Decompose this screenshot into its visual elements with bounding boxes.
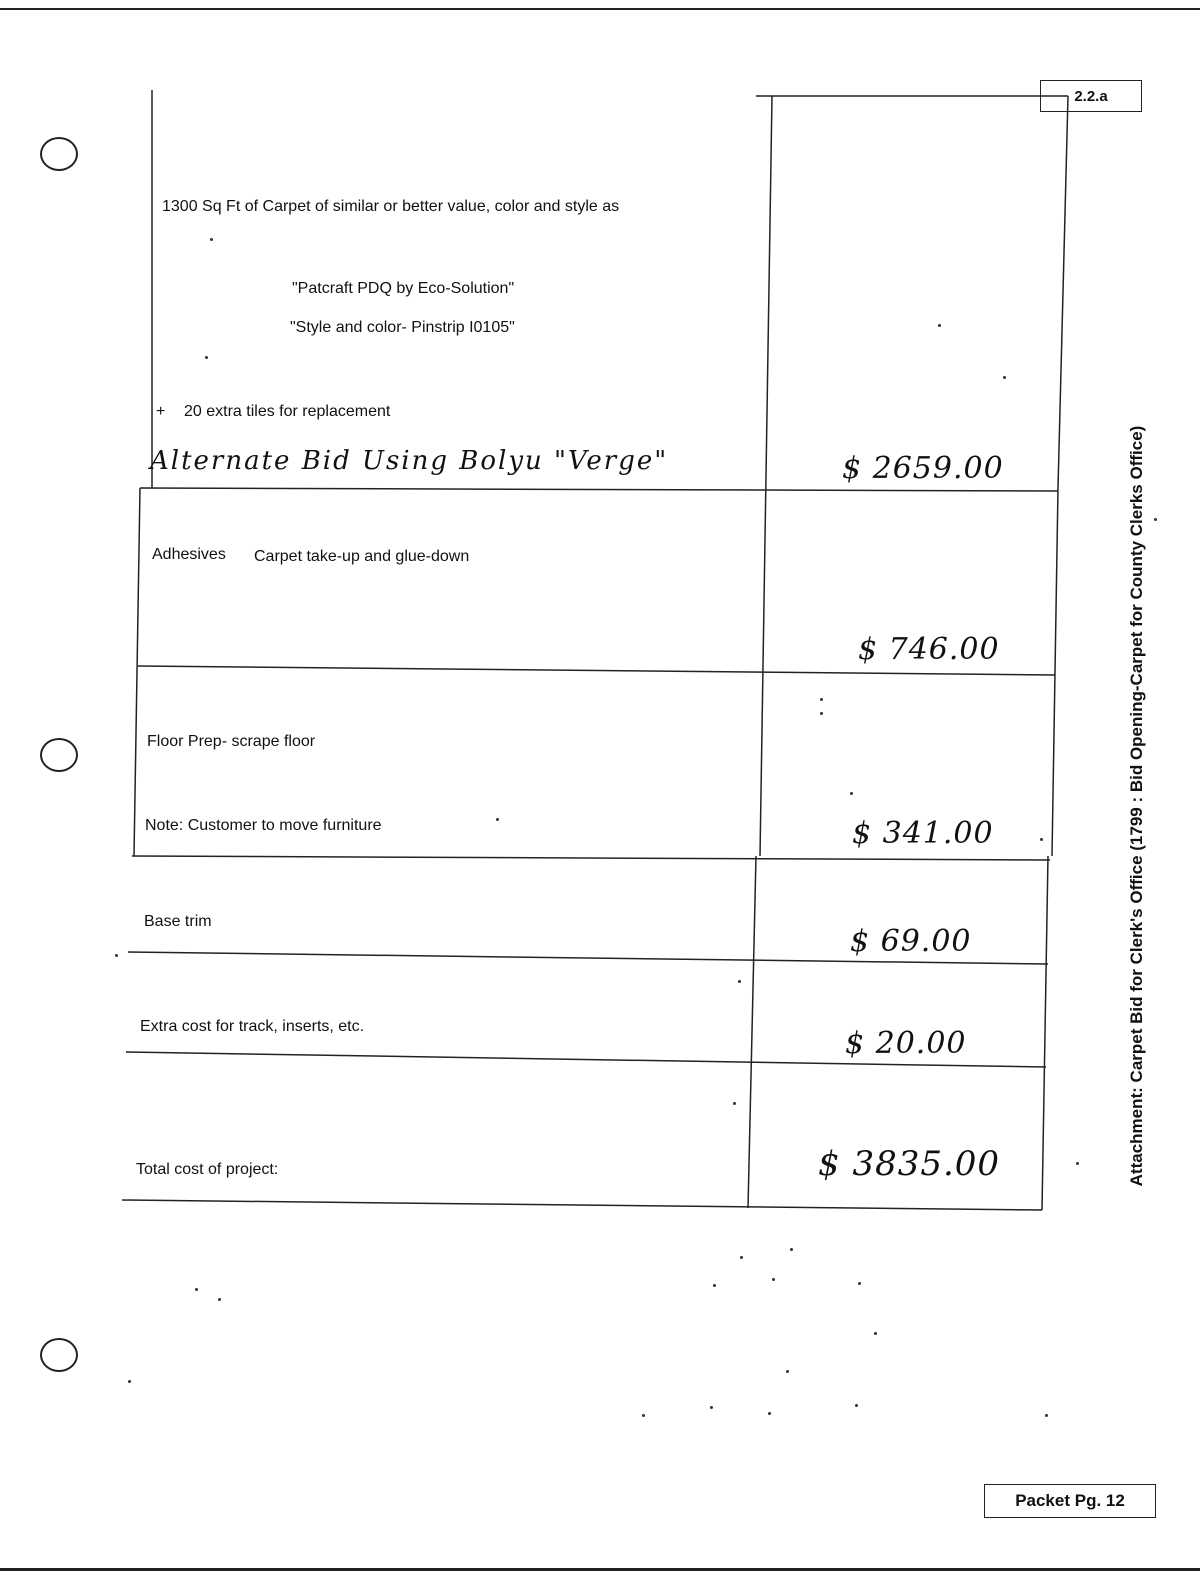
- scan-speck: [128, 1380, 131, 1383]
- plus-sign: +: [156, 403, 166, 420]
- extra-cost-label: Extra cost for track, inserts, etc.: [140, 1018, 365, 1035]
- scan-speck: [855, 1404, 858, 1407]
- scan-speck: [820, 712, 823, 715]
- carpet-product: "Patcraft PDQ by Eco-Solution": [292, 280, 515, 297]
- scan-speck: [772, 1278, 775, 1281]
- scan-speck: [1076, 1162, 1079, 1165]
- floor-prep-label: Floor Prep- scrape floor: [147, 733, 316, 750]
- scan-speck: [790, 1248, 793, 1251]
- floor-prep-note: Note: Customer to move furniture: [145, 817, 382, 834]
- scan-speck: [1045, 1414, 1048, 1417]
- scan-speck: [738, 980, 741, 983]
- scan-speck: [820, 698, 823, 701]
- scan-speck: [733, 1102, 736, 1105]
- scan-speck: [218, 1298, 221, 1301]
- scan-speck: [642, 1414, 645, 1417]
- scan-speck: [115, 954, 118, 957]
- floor-prep-price: $ 341.00: [852, 816, 994, 851]
- total-label: Total cost of project:: [136, 1161, 279, 1178]
- scan-speck: [195, 1288, 198, 1291]
- scan-speck: [786, 1370, 789, 1373]
- scan-speck: [496, 818, 499, 821]
- scan-speck: [874, 1332, 877, 1335]
- scan-speck: [858, 1282, 861, 1285]
- scan-speck: [1040, 838, 1043, 841]
- handwritten-alternate-bid-note: Alternate Bid Using Bolyu "Verge": [150, 446, 669, 476]
- attachment-side-caption: Attachment: Carpet Bid for Clerk's Office (1799 : Bid Opening-Carpet for County Clerks Office): [1127, 425, 1146, 1187]
- extra-cost-price: $ 20.00: [845, 1026, 967, 1061]
- scan-speck: [205, 356, 208, 359]
- scan-speck: [768, 1412, 771, 1415]
- base-trim-label: Base trim: [144, 913, 212, 930]
- carpet-description: 1300 Sq Ft of Carpet of similar or better value, color and style as: [162, 198, 620, 215]
- scan-speck: [210, 238, 213, 241]
- scan-speck: [1003, 376, 1006, 379]
- adhesives-label: Adhesives: [152, 546, 226, 563]
- base-trim-price: $ 69.00: [850, 924, 972, 959]
- scan-speck: [1154, 518, 1157, 521]
- scan-speck: [740, 1256, 743, 1259]
- extra-tiles-text: 20 extra tiles for replacement: [184, 403, 391, 420]
- scan-speck: [850, 792, 853, 795]
- total-price: $ 3835.00: [818, 1144, 1001, 1184]
- carpet-style: "Style and color- Pinstrip I0105": [290, 319, 515, 336]
- adhesives-price: $ 746.00: [858, 632, 1000, 667]
- attachment-tag: 2.2.a: [1040, 80, 1142, 112]
- carpet-price: $ 2659.00: [842, 451, 1004, 486]
- scan-speck: [938, 324, 941, 327]
- packet-page-number: Packet Pg. 12: [984, 1484, 1156, 1518]
- scan-speck: [713, 1284, 716, 1287]
- adhesives-description: Carpet take-up and glue-down: [254, 548, 470, 565]
- scan-speck: [710, 1406, 713, 1409]
